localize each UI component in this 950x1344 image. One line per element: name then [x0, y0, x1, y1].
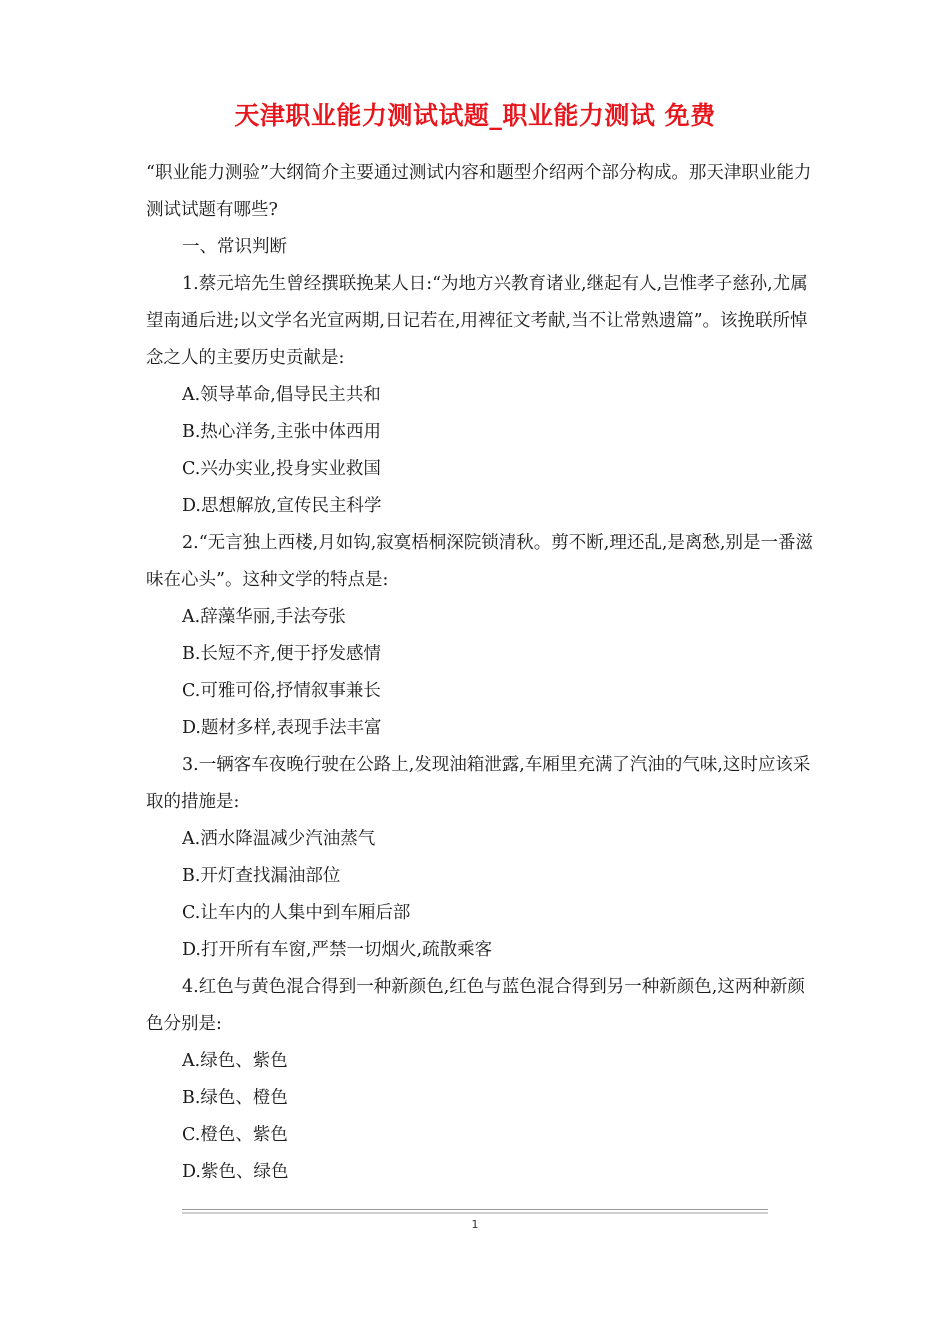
question-3-option-d: D.打开所有车窗,严禁一切烟火,疏散乘客: [182, 940, 493, 960]
question-2-option-c: C.可雅可俗,抒情叙事兼长: [182, 681, 381, 701]
question-1-option-a: A.领导革命,倡导民主共和: [182, 385, 381, 405]
page-number: 1: [471, 1218, 479, 1231]
footer-divider-shadow: [182, 1212, 768, 1214]
question-2: 2.“无言独上西楼,月如钩,寂寞梧桐深院锁清秋。剪不断,理还乱,是离愁,别是一番滋味在心头”。这种文学的特点是:: [146, 533, 813, 590]
document-body: [146, 155, 818, 1191]
question-3: 3.一辆客车夜晚行驶在公路上,发现油箱泄露,车厢里充满了汽油的气味,这时应该采取的措施是:: [146, 755, 811, 812]
intro-paragraph: “职业能力测验”大纲简介主要通过测试内容和题型介绍两个部分构成。那天津职业能力测试试题有哪些?: [146, 163, 812, 220]
question-1-option-c: C.兴办实业,投身实业救国: [182, 459, 381, 479]
question-1: 1.蔡元培先生曾经撰联挽某人日:“为地方兴教育诸业,继起有人,岂惟孝子慈孙,尤属望南通后进;以文学名光宣两期,日记若在,用裨征文考献,当不让常熟遗篇”。该挽联所悼念之人的主要历史贡献是:: [146, 274, 808, 368]
question-2-option-a: A.辞藻华丽,手法夸张: [182, 607, 346, 627]
question-3-option-c: C.让车内的人集中到车厢后部: [182, 903, 411, 923]
footer-divider: [182, 1209, 768, 1210]
question-4-option-c: C.橙色、紫色: [182, 1125, 288, 1145]
question-4-option-a: A.绿色、紫色: [182, 1051, 288, 1071]
question-4-option-b: B.绿色、橙色: [182, 1088, 288, 1108]
question-2-option-d: D.题材多样,表现手法丰富: [182, 718, 382, 738]
question-4: 4.红色与黄色混合得到一种新颜色,红色与蓝色混合得到另一种新颜色,这两种新颜色分别是:: [146, 977, 805, 1034]
question-2-option-b: B.长短不齐,便于抒发感情: [182, 644, 381, 664]
section-heading: 一、常识判断: [182, 237, 287, 257]
question-1-option-d: D.思想解放,宣传民主科学: [182, 496, 382, 516]
document-title: 天津职业能力测试试题_职业能力测试 免费: [234, 101, 716, 130]
question-3-option-b: B.开灯查找漏油部位: [182, 866, 341, 886]
question-4-option-d: D.紫色、绿色: [182, 1162, 289, 1182]
question-3-option-a: A.洒水降温减少汽油蒸气: [182, 829, 376, 849]
question-1-option-b: B.热心洋务,主张中体西用: [182, 422, 381, 442]
